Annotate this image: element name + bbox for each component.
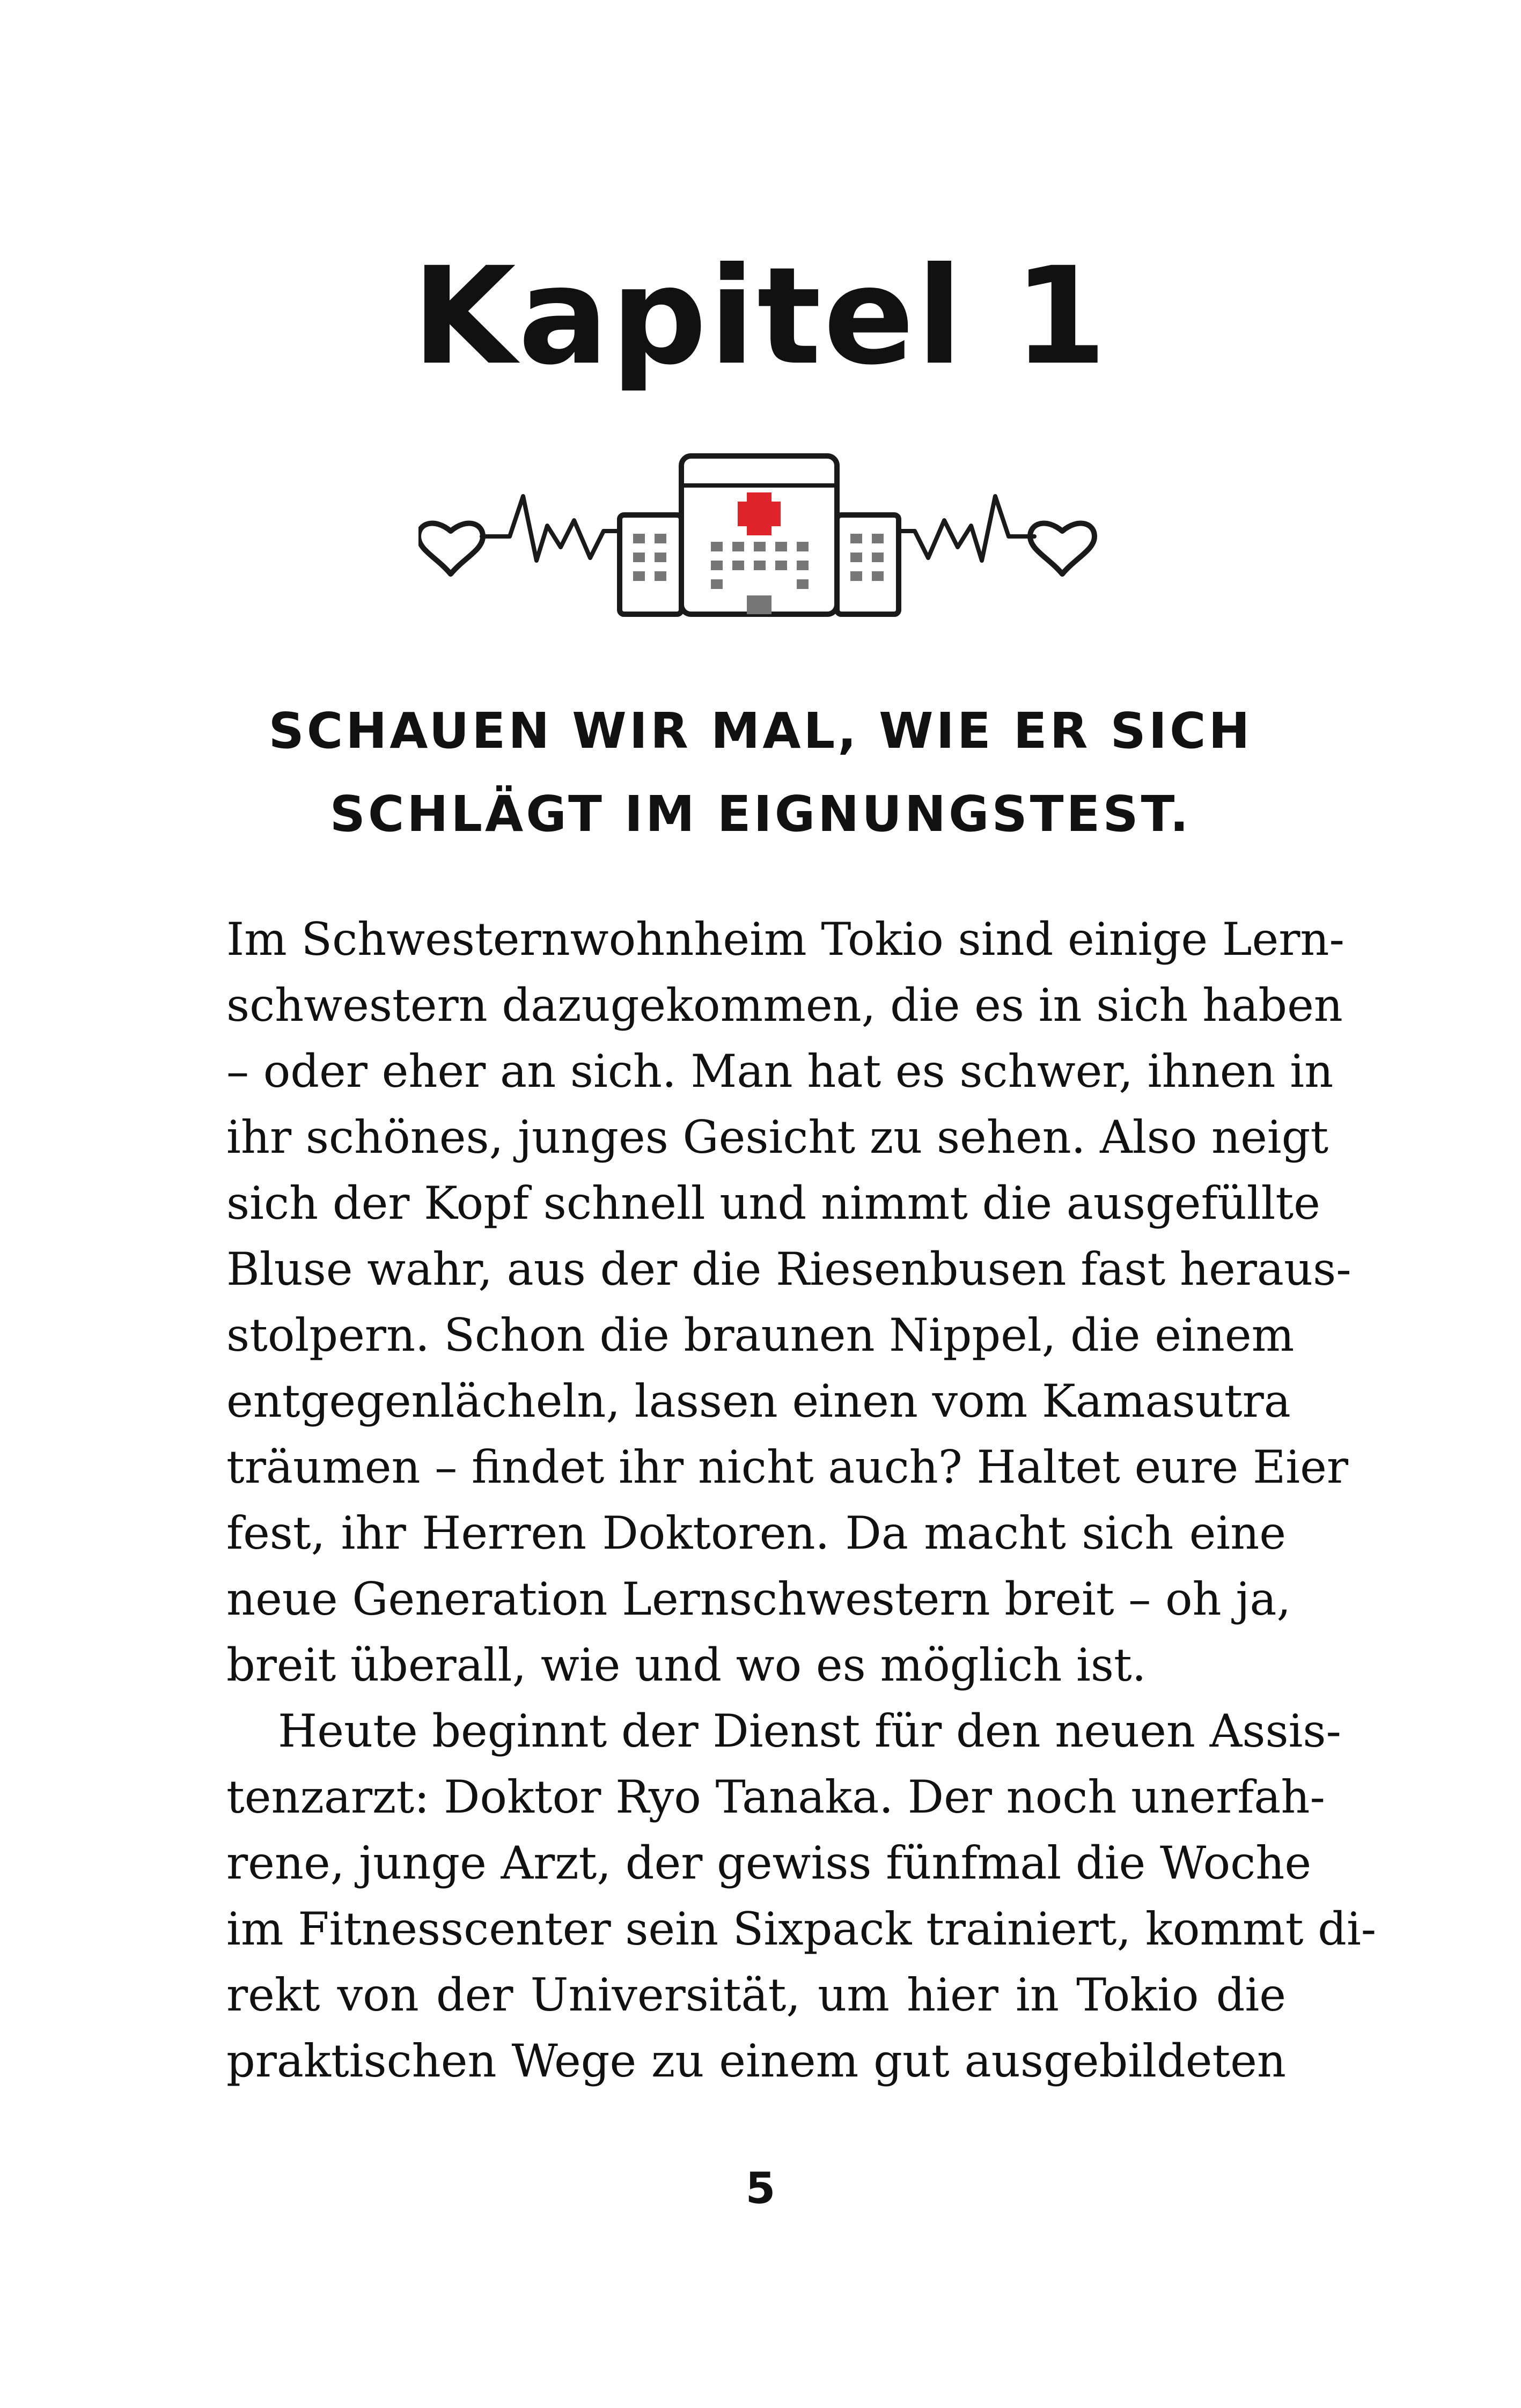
- text-line: – oder eher an sich. Man hat es schwer, ihnen in: [226, 1045, 1334, 1098]
- text-line: neue Generation Lernschwestern breit – oh ja,: [226, 1573, 1291, 1625]
- paragraph: [226, 1698, 1377, 2094]
- paragraph: [226, 907, 1351, 1698]
- text-line: entgegenlächeln, lassen einen vom Kamasutra: [226, 1375, 1291, 1427]
- text-line: fest, ihr Herren Doktoren. Da macht sich eine: [226, 1507, 1286, 1559]
- text-line: schwestern dazugekommen, die es in sich haben: [226, 979, 1343, 1032]
- page-number: 5: [745, 2163, 776, 2213]
- text-line: Im Schwesternwohnheim Tokio sind einige Lern-: [226, 913, 1344, 966]
- text-line: im Fitnesscenter sein Sixpack trainiert, kommt di-: [226, 1903, 1377, 1955]
- text-line: sich der Kopf schnell und nimmt die ausgefüllte: [226, 1177, 1320, 1229]
- heartbeat-hospital-ornament: [418, 445, 1100, 622]
- text-line: breit überall, wie und wo es möglich ist.: [226, 1639, 1147, 1691]
- text-line: rene, junge Arzt, der gewiss fünfmal die Woche: [226, 1837, 1312, 1889]
- text-line: stolpern. Schon die braunen Nippel, die einem: [226, 1309, 1295, 1361]
- heartbeat-line-icon: [899, 496, 1034, 561]
- chapter-title: Kapitel 1: [412, 238, 1109, 394]
- text-line: ihr schönes, junges Gesicht zu sehen. Also neigt: [226, 1111, 1329, 1164]
- chapter-body-text: [226, 907, 1377, 2094]
- text-line: rekt von der Universität, um hier in Tokio die: [226, 1969, 1286, 2021]
- heartbeat-line-icon: [482, 496, 620, 561]
- heart-outline-icon: [1030, 524, 1094, 574]
- text-line: träumen – findet ihr nicht auch? Haltet eure Eier: [226, 1441, 1349, 1493]
- chapter-subtitle: [0, 689, 1521, 856]
- hospital-building-icon: [620, 456, 899, 614]
- text-line: Bluse wahr, aus der die Riesenbusen fast heraus-: [226, 1243, 1351, 1295]
- text-line: Heute beginnt der Dienst für den neuen Assis-: [278, 1705, 1341, 1757]
- text-line: tenzarzt: Doktor Ryo Tanaka. Der noch unerfah-: [226, 1771, 1325, 1823]
- text-line: praktischen Wege zu einem gut ausgebildeten: [226, 2035, 1286, 2087]
- subtitle-line: SCHAUEN WIR MAL, WIE ER SICH: [268, 702, 1253, 760]
- heart-outline-icon: [418, 524, 483, 574]
- subtitle-line: SCHLÄGT IM EIGNUNGSTEST.: [329, 785, 1192, 843]
